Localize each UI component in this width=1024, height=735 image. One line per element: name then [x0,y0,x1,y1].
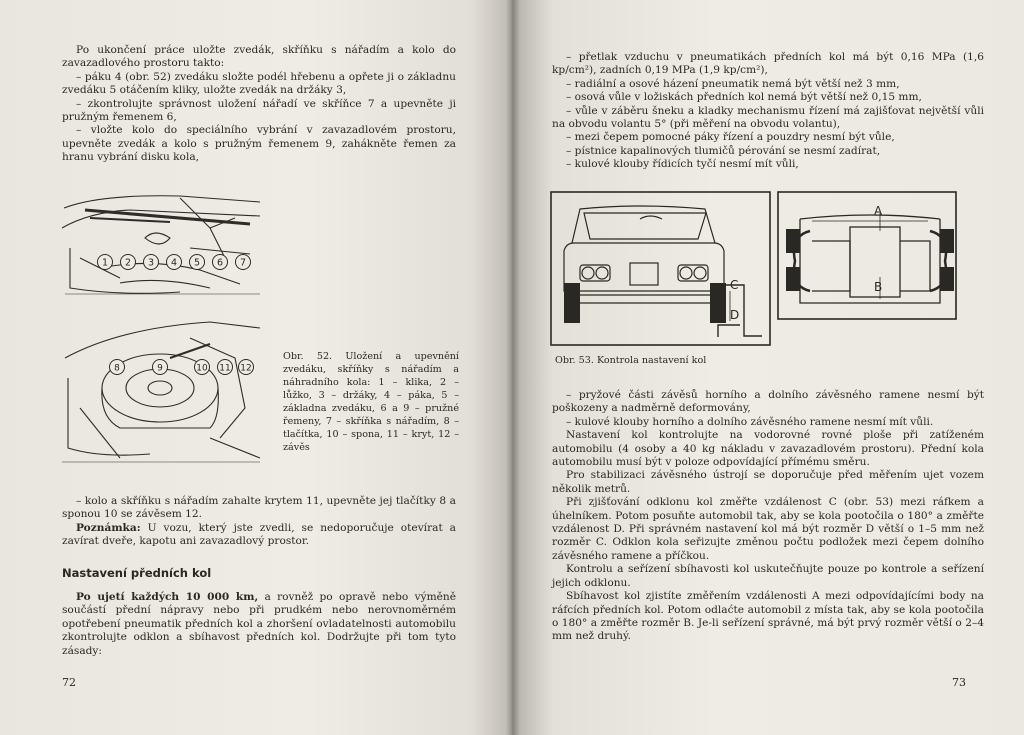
callout-7: 7 [239,257,247,269]
figure-53-illustration [550,191,960,349]
dimension-label-b: B [874,280,883,294]
list-item: – mezi čepem pomocné páky řízení a pouzdry nesmí být vůle, [566,131,895,144]
paragraph: Po ukončení práce uložte zvedák, skříňku s nářadím a kolo do zavazadlového prostoru takto: [62,44,456,70]
callout-5: 5 [193,257,201,269]
dimension-label-d: D [730,308,740,322]
list-item: – kolo a skříňku s nářadím zahalte krytem 11, upevněte jej tlačítky 8 a sponou 10 se závěsem 12. [62,495,456,521]
callout-10: 10 [196,363,208,374]
note-text: U vozu, který jste zvedli, se nedoporučuje otevírat a zavírat dveře, kapotu ani zavazadlový prostor. [62,521,456,548]
section-heading: Nastavení předních kol [62,566,212,580]
list-item: – vložte kolo do speciálního vybrání v zavazadlovém prostoru, upevněte zvedák a kolo s pružným řemenem 9, zaháknětе řemen za hranu vybrání disku kola, [62,124,456,164]
paragraph: Kontrolu a seřízení sbíhavosti kol uskutečňujte pouze po kontrole a seřízení jejich odklonu. [552,563,984,589]
list-item: – zkontrolujte správnost uložení nářadí ve skříňce 7 a upevněte ji pružným řemenem 6, [62,97,456,124]
figure-53-caption: Obr. 53. Kontrola nastavení kol [555,355,707,366]
list-item: – vůle v záběru šneku a kladky mechanismu řízení má zajišťovat největší vůli na obvodu volantu 5° (při měření na obvodu volantu), [552,104,984,131]
list-item: – pístnice kapalinových tlumičů pérování se nesmí zadírat, [566,144,881,157]
callout-11: 11 [219,363,231,374]
section-body: a rovněž po opravě nebo výměně součástí přední nápravy nebo při prudkém nebo nerovnoměrném opotřebení pneumatik předních kol a zhoršení ovladatelnosti automobilu zkontrolujte odklon a sbíhavost předních kol. Dodržujte při tom tyto zásady: [62,591,457,657]
note-label: Poznámka: [76,521,141,534]
page-number-left: 72 [62,676,76,689]
paragraph: Při zjišťování odklonu kol změřte vzdálenost C (obr. 53) mezi ráfkem a úhelníkem. Potom posuňte automobil tak, aby se kola pootočila o 180° a změřte vzdálenost D. Při správném nastavení kol má být rozměr D větší o 1–5 mm než rozměr C. Odklon kola seřizujte změnou počtu podložek mezi čepem dolního závěsného ramene a příčkou. [552,496,984,562]
callout-12: 12 [240,363,252,374]
list-item: – radiální a osové házení pneumatik nemá být větší než 3 mm, [566,77,900,90]
callout-3: 3 [147,257,155,269]
list-item: – pryžové části závěsů horního a dolního závěsného ramene nesmí být poškozeny a nadměrně deformovány, [552,389,984,415]
paragraph: Sbíhavost kol zjistíte změřením vzdálenosti A mezi odpovídajícími body na ráfcích předních kol. Potom odlaćte automobil z místa tak, aby se kola pootočila o 180° a změřte rozměr B. Je-li seřízení správné, má být prvý rozměr větší o 2–4 mm než druhý. [552,590,984,643]
left-top-text [62,44,456,165]
callout-2: 2 [124,257,132,269]
page-number-right: 73 [952,676,966,689]
right-page [512,0,1024,735]
callout-9: 9 [157,363,163,374]
section-lead: Po ujetí každých 10 000 km, [76,591,259,603]
paragraph: Pro stabilizaci závěsného ústrojí se doporučuje před měřením ujet vozem několik metrů. [552,469,984,495]
right-body-text [552,389,984,644]
dimension-label-a: A [874,204,883,218]
list-item: – přetlak vzduchu v pneumatikách předních kol má být 0,16 MPa (1,6 kp/cm²), zadních 0,19 MPa (1,9 kp/cm²), [552,51,984,77]
list-item: – kulové klouby horního a dolního závěsného ramene nesmí mít vůli. [566,415,934,428]
callout-1: 1 [101,257,109,269]
section-text [62,591,456,658]
figure-52-caption: Obr. 52. Uložení a upevnění zvedáku, skříňky s nářadím a náhradního kola: 1 – klika, 2 – lůžko, 3 – držáky, 4 – páka, 5 – základna zvedáku, 6 a 9 – pružné řemeny, 7 – skříňka s nářadím, 8 – tlačítka, 10 – spona, 11 – kryt, 12 – závěs [283,351,459,453]
list-item: – osová vůle v ložiskách předních kol nemá být větší než 0,15 mm, [566,91,922,104]
list-item: – kulové klouby řídicích tyčí nesmí mít vůli, [566,158,799,171]
paragraph: Nastavení kol kontrolujte na vodorovné rovné ploše při zatíženém automobilu (4 osoby a 40 kg nákladu v zavazadlovém prostoru). Přední kola automobilu musí být v poloze odpovídající přímému směru. [552,429,984,469]
callout-8: 8 [114,363,120,374]
left-after-text [62,495,456,549]
list-item: – páku 4 (obr. 52) zvedáku složte podél hřebenu a opřete ji o základnu zvedáku 5 otáčením kliky, uložte zvedák na držáky 3, [62,70,456,97]
right-top-list [552,51,984,172]
dimension-label-c: C [730,278,739,292]
figure-52-top-illustration [60,188,265,300]
note-paragraph [62,522,456,549]
callout-6: 6 [216,257,224,269]
book-gutter [506,0,520,735]
callout-4: 4 [170,257,178,269]
figure-52-bottom-illustration [60,318,265,466]
